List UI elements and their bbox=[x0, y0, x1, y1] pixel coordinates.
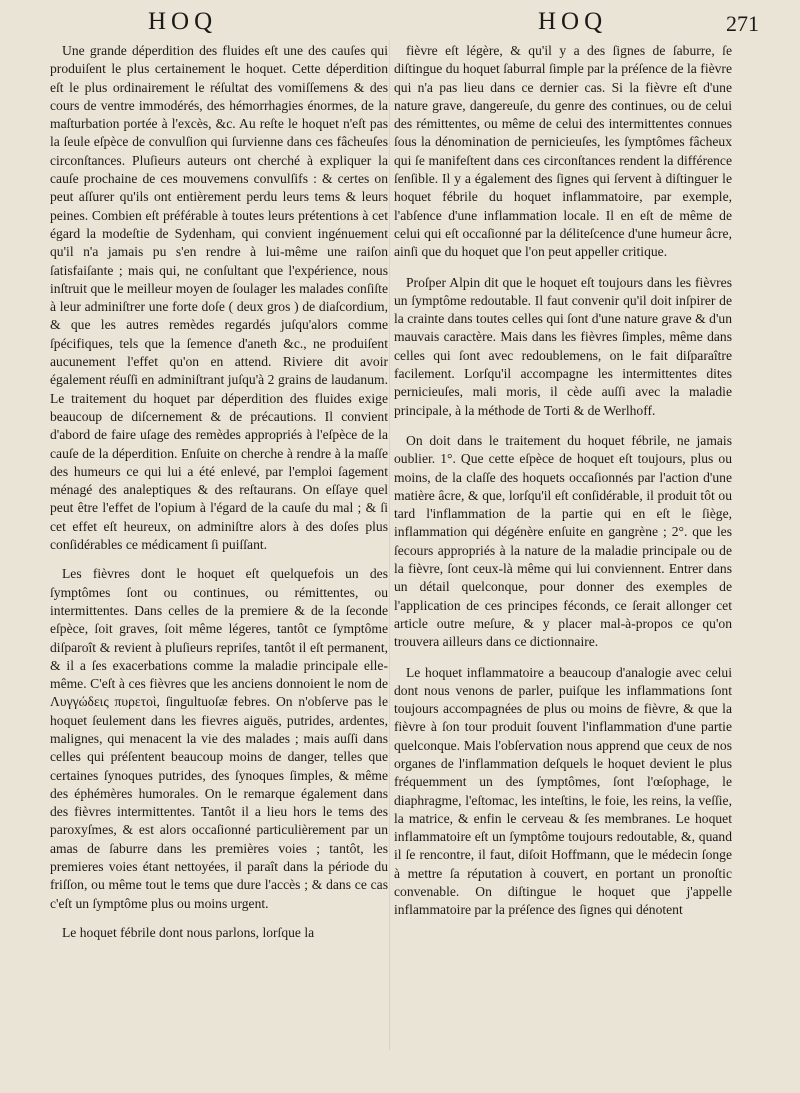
paragraph-inflammatory: Le hoquet inflammatoire a beaucoup d'analogie avec celui dont nous venons de parler, puiſque les inflammations ſont toujours accompagnées de plus ou moins de fièvre, & que la fièvre à ſon tour produit ſouvent l'inflammation d'une partie quelconque. Mais l'obſervation nous apprend que ceux de nos organes de l'inflammation deſquels le hoquet devient le plus fréquemment un des ſymptômes, ſont l'œſophage, le diaphragme, l'eſtomac, les inteſtins, le foie, les reins, la veſſie, la matrice, & enfin le cerveau & ſes membranes. Le hoquet inflammatoire eſt un ſymptôme toujours redoutable, &, quand il ſe rencontre, il faut, diſoit Hoffmann, que le médecin ſonge à mettre ſa réputation à couvert, en portant un pronoſtic convenable. On diſtingue le hoquet que j'appelle inflammatoire par la préſence des ſignes qui dénotent bbox=[394, 664, 732, 918]
running-head-left: HOQ bbox=[148, 8, 218, 35]
paragraph-fevers: Les fièvres dont le hoquet eſt quelquefois un des ſymptômes ſont ou continues, ou rémittentes, ou intermittentes. Dans celles de la premiere & de la ſeconde eſpèce, ſoit graves, ſoit même légeres, tantôt ce ſymptôme diſparoît & revient à pluſieurs repriſes, tantôt il eſt permanent, & il a ſes exacerbations comme la maladie principale elle-même. C'eſt à ces fièvres que les anciens donnoient le nom de Λυγγώδεις πυρετοὶ, ſingultuoſæ febres. On n'obſerve pas le hoquet ſeulement dans les fievres aiguës, putrides, ardentes, malignes, qui menacent la vie des malades ; mais auſſi dans celles qui préſentent beaucoup moins de danger, telles que certaines ſynoques putrides, des ſynoques ſimples, & même des éphémères humorales. On le remarque également dans des fièvres intermittentes. Tantôt il a lieu hors le tems des paroxyſmes, & est alors occaſionné particulièrement par un amas de ſaburre dans les premières voies ; tantôt, les premieres voies étant nettoyées, il paraît dans la période du friſſon, ou même tout le tems que dure l'accès ; & dans ce cas c'eſt un ſymptôme plus ou moins urgent. bbox=[50, 566, 388, 911]
left-column bbox=[50, 42, 388, 942]
paragraph-depletion: Une grande déperdition des fluides eſt une des cauſes qui produiſent le plus certainement le hoquet. Cette déperdition eſt le plus ordinairement le réſultat des vomiſſemens & des cours de ventre immodérés, des hémorrhagies énormes, de la maſturbation portée à l'excès, &c. Au reſte le hoquet n'eſt pas la ſeule eſpèce de convulſion qui ſurvienne dans ces fâcheuſes circonſtances. Pluſieurs auteurs ont cherché à expliquer la cauſe prochaine de ces mouvemens convulſifs : & certes on peut aſſurer qu'ils ont entièrement perdu leurs tems & leurs peines. Combien eſt préférable à toutes leurs prétentions à cet égard la modeſtie de Sydenham, qui convient ingénuement qu'il n'a jamais pu s'en rendre à lui-même une raiſon ſatisfaiſante ; mais qui, ne conſultant que l'expérience, nous inſtruit que le meilleur moyen de ſoulager les malades conſiſte à leur adminiſtrer une forte doſe ( deux gros ) de diaſcordium, & que les autres remèdes regardés juſqu'alors comme ſpécifiques, tels que la ſemence d'aneth &c., ne produiſent aucunement l'effet qu'on en attend. Riviere dit avoir également réuſſi en adminiſtrant juſqu'à 2 grains de laudanum. Le traitement du hoquet par déperdition des fluides exige beaucoup de diſcernement & de précautions. Il convient d'abord de faire uſage des remèdes appropriés à l'eſpèce de la cauſe de la déperdition. Enſuite on cherche à rendre à la maſſe des humeurs ce qui lui a été enlevé, par l'emploi ſagement ménagé des analeptiques & des reſtaurans. On eſſaye quel peut être l'effet de l'opium à l'égard de la cauſe du mal ; & ſi cet effet eſt heureux, on adminiſtre alors à des doſes plus conſidérables ce médicament ſi puiſſant. bbox=[50, 43, 388, 553]
column-gutter bbox=[389, 40, 390, 1050]
running-head-right: HOQ bbox=[538, 8, 608, 35]
paragraph-febrile-continued: fièvre eſt légère, & qu'il y a des ſignes de ſaburre, ſe diſtingue du hoquet ſaburral ſimple par la préſence de la fièvre qui n'a pas lieu dans ce dernier cas. Si la fièvre eſt d'une nature grave, dangereuſe, du genre des continues, ou de celui des rémittentes, ou même de celui des intermittentes connues ſous la dénomination de pernicieuſes, les ſymptômes fâcheux qui ſe manifeſtent dans ces circonſtances rendent la différence ſenſible. Il y a également des ſignes qui ſervent à diſtinguer le hoquet fébrile du hoquet inflammatoire, par exemple, l'abſence d'une inflammation locale. Il en eſt de même de celui qui eſt occaſionné par la déliteſcence d'une humeur âcre, ainſi que du hoquet que l'on peut appeller critique. bbox=[394, 43, 732, 260]
paragraph-prosper-alpin: Proſper Alpin dit que le hoquet eſt toujours dans les fièvres un ſymptôme redoutable. Il faut convenir qu'il doit inſpirer de la crainte dans toutes celles qui ſont d'une nature grave & d'un mauvais caractère. Mais dans les fièvres ſimples, même dans celles qui ſont avec redoublemens, on le fait diſparaître facilement. Lorſqu'il accompagne les intermittentes dites pernicieuſes, mali moris, il cède auſſi avec la maladie principale, à la méthode de Torti & de Werlhoff. bbox=[394, 274, 732, 418]
paragraph-febrile-start: Le hoquet fébrile dont nous parlons, lorſque la bbox=[62, 924, 315, 940]
paragraph-treatment: On doit dans le traitement du hoquet fébrile, ne jamais oublier. 1°. Que cette eſpèce de hoquet eſt toujours, plus ou moins, de la claſſe des hoquets occaſionnés par l'action d'une matière âcre, & que, lorſqu'il eſt conſidérable, il produit tôt ou tard l'inflammation de la partie qui en eſt le ſiège, inflammation qui dégénère enſuite en gangrène ; 2°. que les ſecours appropriés à la nature de la maladie principale ou de la fièvre, ſont ceux-là même qui lui conviennent. Entrer dans un détail quelconque, pour donner des exemples de l'application de ces principes féconds, ce ſerait allonger cet article outre meſure, & y placer mal-à-propos ce qu'on trouvera ailleurs dans ce dictionnaire. bbox=[394, 432, 732, 650]
page-number: 271 bbox=[726, 11, 759, 36]
running-head bbox=[0, 8, 800, 40]
right-column bbox=[394, 42, 732, 920]
